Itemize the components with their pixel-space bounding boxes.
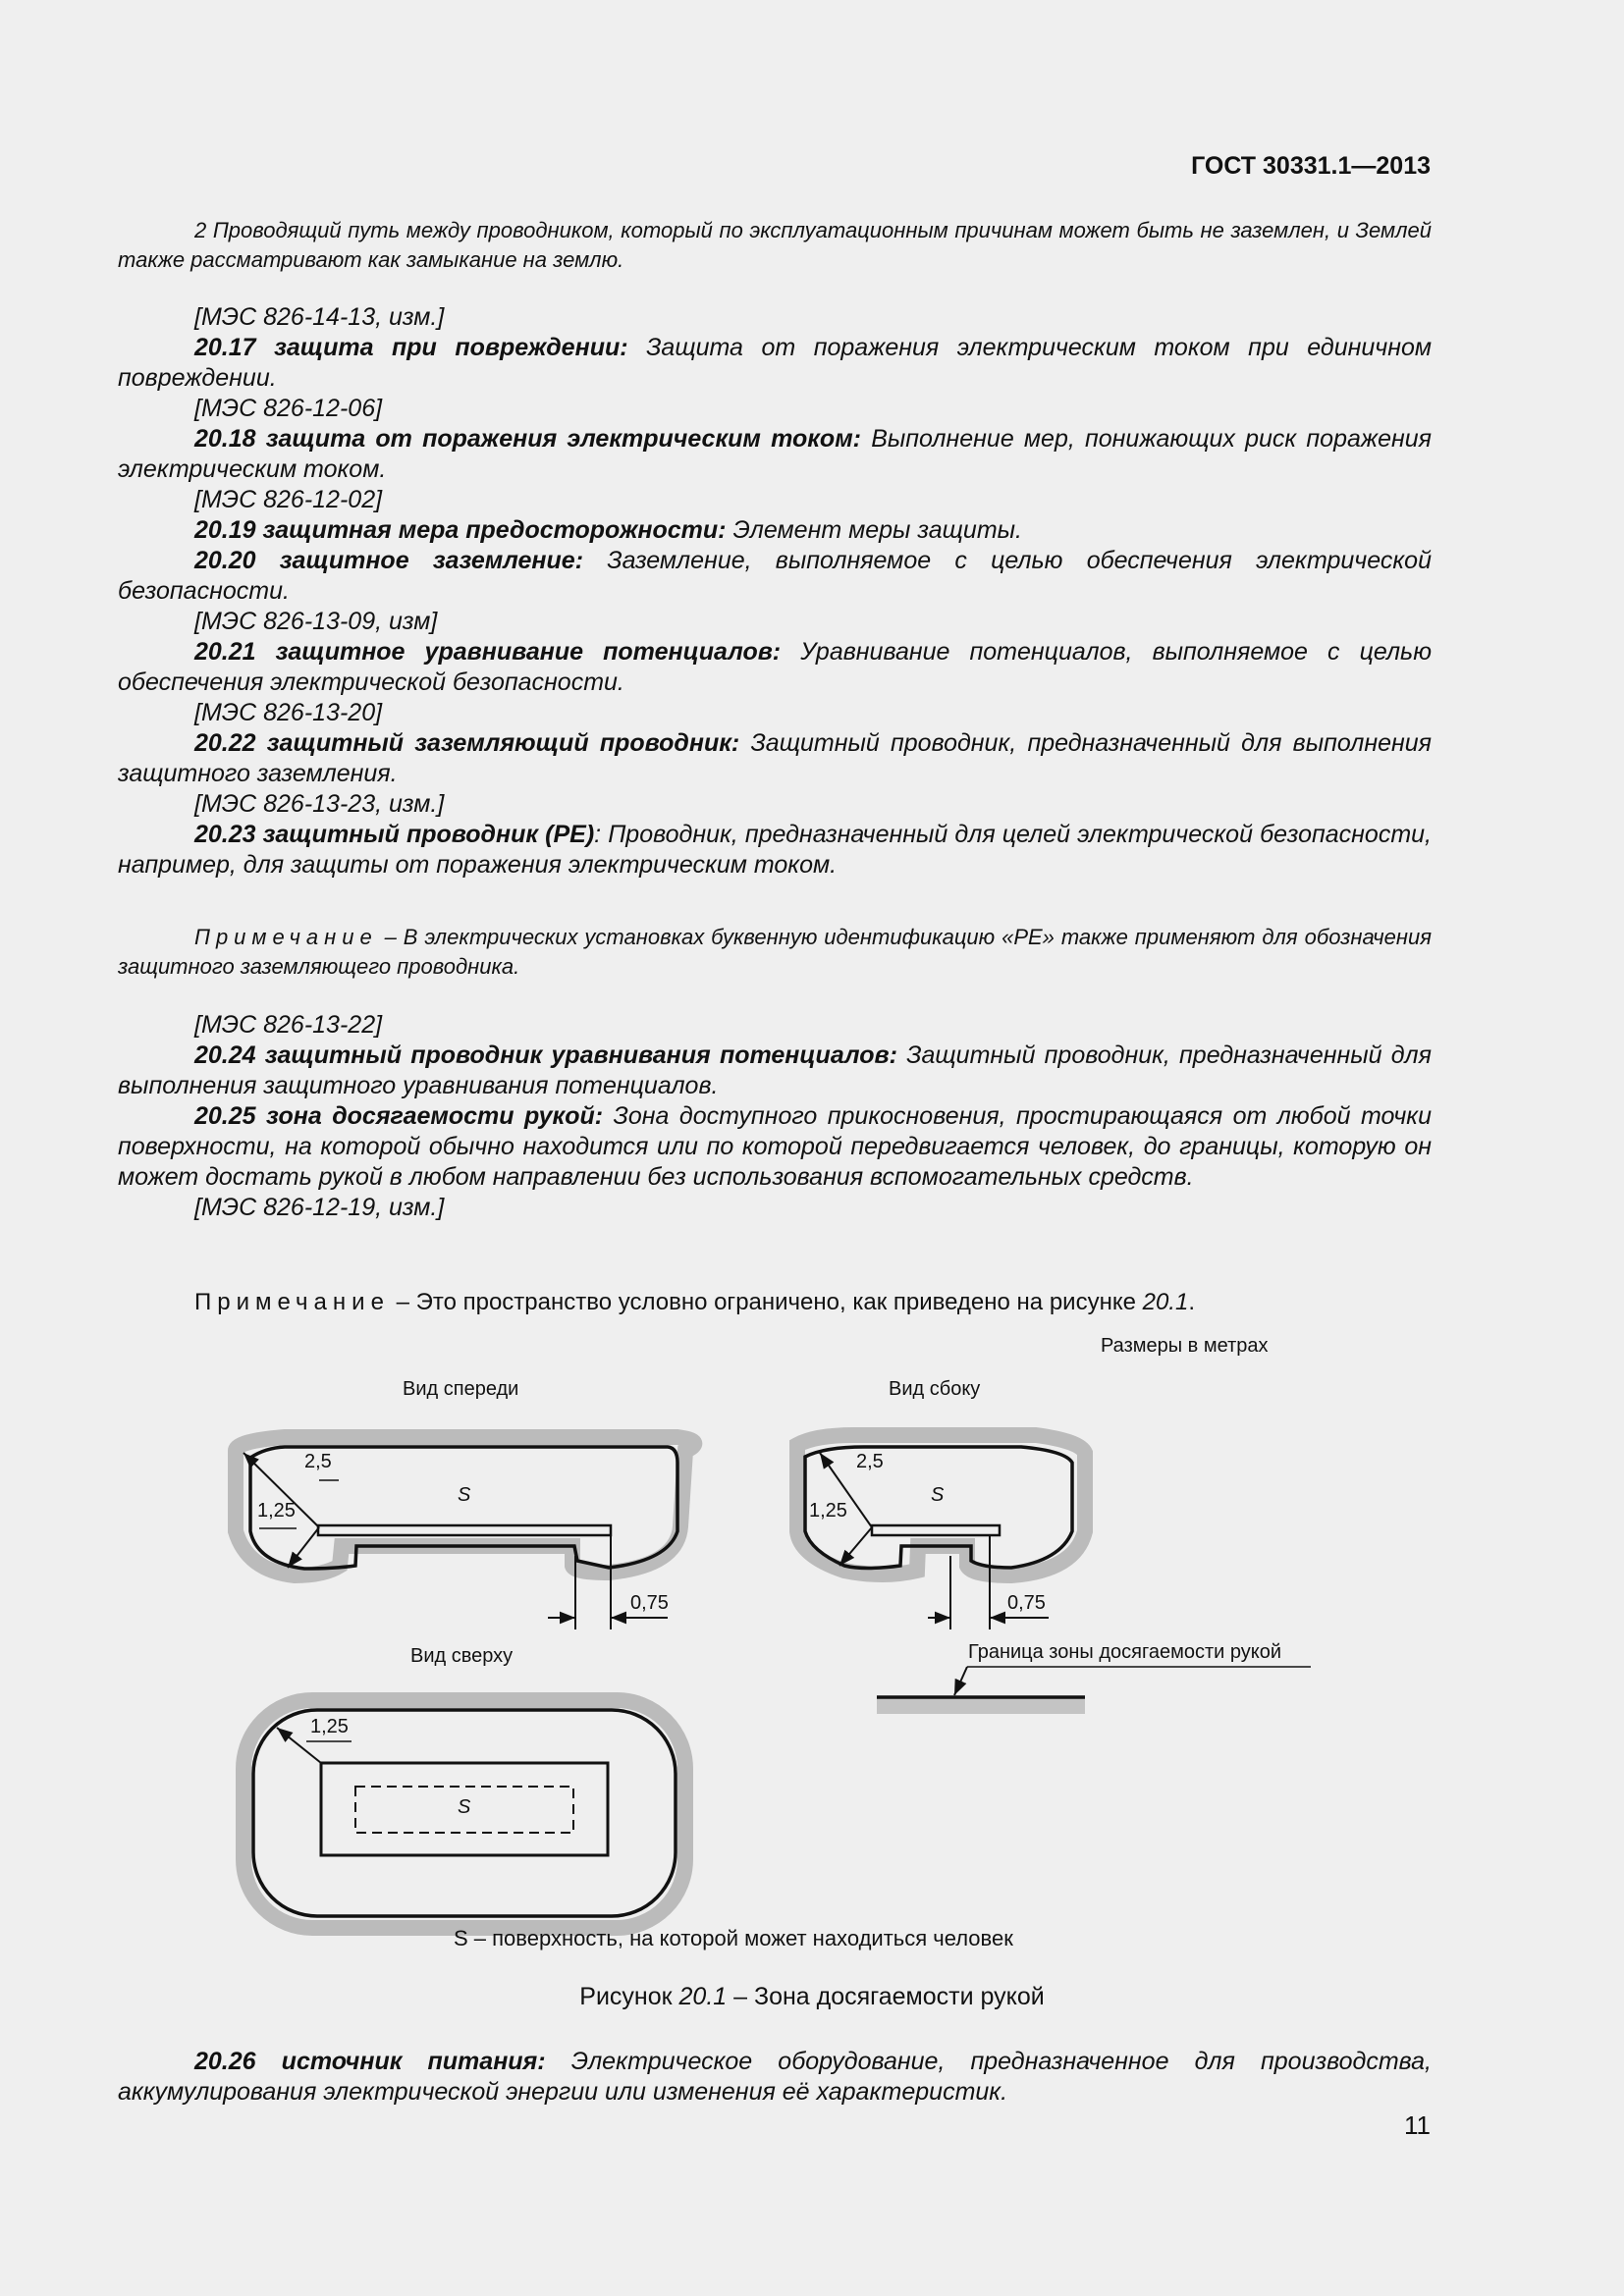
boundary-shade bbox=[877, 1698, 1085, 1714]
dim-front-r1: 2,5 bbox=[304, 1451, 332, 1472]
definition-20-25: 20.25 зона досягаемости рукой: Зона доступного прикосновения, простирающаяся от любой точки поверхности, на которой обычно находится или по которой передвигается человек, до границы, которую он может достать рукой в любом направлении без использования вспомогательных средств. bbox=[118, 1102, 1432, 1191]
definitions-block-2 bbox=[118, 1010, 1432, 1223]
reference: [МЭС 826-12-19, изм.] bbox=[194, 1194, 445, 1221]
reference: [МЭС 826-14-13, изм.] bbox=[194, 303, 445, 331]
reach-zone-drawing bbox=[0, 1335, 1624, 2002]
definition-20-21: 20.21 защитное уравнивание потенциалов: Уравнивание потенциалов, выполняемое с целью обеспечения электрической безопасности. bbox=[118, 638, 1432, 696]
side-view-label: Вид сбоку bbox=[889, 1378, 981, 1400]
definition-20-18: 20.18 защита от поражения электрическим током: Выполнение мер, понижающих риск поражения электрическим током. bbox=[118, 425, 1432, 483]
top-surface-label: S bbox=[458, 1796, 471, 1818]
front-view-label: Вид спереди bbox=[403, 1378, 519, 1400]
definition-20-24: 20.24 защитный проводник уравнивания потенциалов: Защитный проводник, предназначенный для выполнения защитного уравнивания потенциалов. bbox=[118, 1041, 1432, 1099]
dim-front-r2: 1,25 bbox=[257, 1500, 296, 1522]
reference: [МЭС 826-13-23, изм.] bbox=[194, 790, 445, 818]
note-pe: Примечание – В электрических установках буквенную идентификацию «PE» также применяют для обозначения защитного заземляющего проводника. bbox=[118, 925, 1432, 979]
units-label: Размеры в метрах bbox=[1101, 1335, 1269, 1357]
dim-front-gap: 0,75 bbox=[630, 1592, 669, 1614]
dim-top-r2: 1,25 bbox=[310, 1716, 349, 1737]
definition-20-17: 20.17 защита при повреждении: Защита от поражения электрическим током при единичном повреждении. bbox=[118, 334, 1433, 392]
dim-side-r1: 2,5 bbox=[856, 1451, 884, 1472]
page-number: 11 bbox=[1404, 2110, 1431, 2140]
definition-20-26: 20.26 источник питания: Электрическое оборудование, предназначенное для производства, аккумулирования электрической энергии или изменения её характеристик. bbox=[118, 2048, 1432, 2106]
reference: [МЭС 826-12-06] bbox=[194, 395, 383, 422]
reference: [МЭС 826-12-02] bbox=[194, 486, 383, 513]
document-id: ГОСТ 30331.1—2013 bbox=[1191, 152, 1431, 180]
reference: [МЭС 826-13-22] bbox=[194, 1011, 383, 1039]
dim-side-r2: 1,25 bbox=[809, 1500, 847, 1522]
dim-side-gap: 0,75 bbox=[1007, 1592, 1046, 1614]
reference: [МЭС 826-13-20] bbox=[194, 699, 383, 726]
definition-20-20: 20.20 защитное заземление: Заземление, выполняемое с целью обеспечения электрической безопасности. bbox=[118, 547, 1432, 605]
definition-20-23: 20.23 защитный проводник (PE): Проводник, предназначенный для целей электрической безопасности, например, для защиты от поражения электрическим током. bbox=[118, 821, 1433, 879]
note-figure: Примечание – Это пространство условно ограничено, как приведено на рисунке 20.1. bbox=[194, 1289, 1195, 1315]
top-view-label: Вид сверху bbox=[410, 1645, 514, 1667]
boundary-legend: Граница зоны досягаемости рукой bbox=[968, 1641, 1282, 1663]
figure-reach-zone bbox=[0, 1335, 1624, 2002]
top-note bbox=[118, 216, 1432, 275]
front-surface-label: S bbox=[458, 1484, 471, 1506]
definition-20-22: 20.22 защитный заземляющий проводник: Защитный проводник, предназначенный для выполнения защитного заземления. bbox=[118, 729, 1432, 787]
figure-caption: Рисунок 20.1 – Зона досягаемости рукой bbox=[579, 1983, 1045, 2010]
surface-legend: S – поверхность, на которой может находиться человек bbox=[454, 1926, 1013, 1950]
definitions-block-1 bbox=[118, 302, 1432, 881]
reference: [МЭС 826-13-09, изм] bbox=[194, 608, 438, 635]
definition-20-19: 20.19 защитная мера предосторожности: Элемент меры защиты. bbox=[194, 516, 1022, 544]
note-text: 2 Проводящий путь между проводником, который по эксплуатационным причинам может быть не заземлен, и Землей также рассматривают как замыкание на землю. bbox=[118, 218, 1432, 272]
side-surface-label: S bbox=[931, 1484, 945, 1506]
